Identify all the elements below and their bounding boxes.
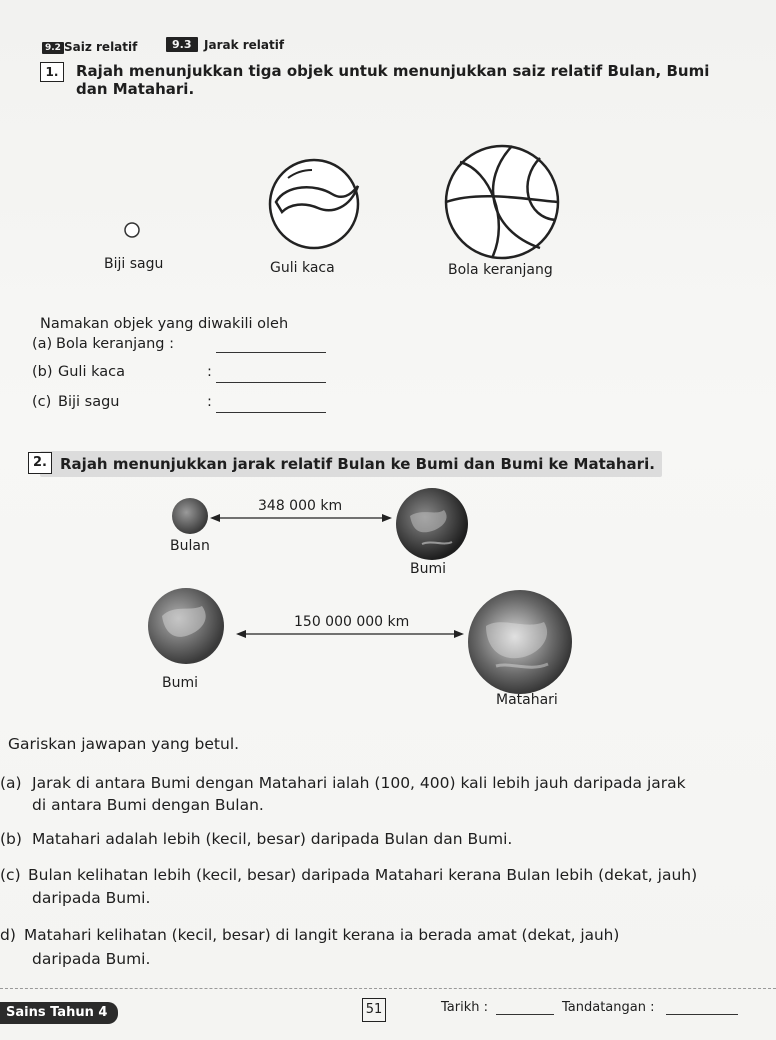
question-2b-line1[interactable]: Matahari adalah lebih (kecil, besar) daripada Bulan dan Bumi.: [32, 830, 513, 848]
question-2-number: 2.: [28, 452, 52, 474]
caption-biji-sagu: Biji sagu: [104, 256, 164, 272]
question-2c-line2: daripada Bumi.: [32, 889, 151, 907]
section-tag-9-3: 9.3: [166, 37, 198, 52]
question-1b-text: Guli kaca: [58, 364, 125, 380]
label-bumi-top: Bumi: [410, 561, 447, 577]
signature-label: Tandatangan :: [562, 1000, 655, 1015]
footer-divider: [0, 988, 776, 989]
label-bulan: Bulan: [170, 538, 210, 554]
question-1a-label: (a): [32, 336, 53, 352]
question-2a-line2: di antara Bumi dengan Bulan.: [32, 796, 264, 814]
label-matahari: Matahari: [496, 692, 558, 708]
question-1-intro-line2: dan Matahari.: [76, 80, 195, 98]
question-2-instruction: Gariskan jawapan yang betul.: [8, 735, 240, 753]
question-1a-text: Bola keranjang :: [56, 336, 174, 352]
distance-label-earth-sun: 150 000 000 km: [294, 614, 410, 630]
earth-sun-diagram: [146, 586, 586, 694]
answer-line-1c[interactable]: [216, 394, 326, 413]
section-tag-9-2: 9.2: [42, 42, 64, 54]
question-1c-label: (c): [32, 394, 52, 410]
question-1-prompt: Namakan objek yang diwakili oleh: [40, 316, 289, 332]
question-2c-label: (c): [0, 866, 21, 884]
question-2a-label: (a): [0, 774, 22, 792]
question-2c-line1[interactable]: Bulan kelihatan lebih (kecil, besar) daripada Matahari kerana Bulan lebih (dekat, jauh): [28, 866, 698, 884]
question-2d-line2: daripada Bumi.: [32, 950, 151, 968]
question-2a-line1[interactable]: Jarak di antara Bumi dengan Matahari ialah (100, 400) kali lebih jauh daripada jarak: [32, 774, 686, 792]
marble-icon: [270, 160, 358, 248]
question-1-number: 1.: [40, 62, 64, 82]
answer-line-1a[interactable]: [216, 336, 326, 353]
answer-line-1b[interactable]: [216, 364, 326, 383]
section-label-saiz-relatif: Saiz relatif: [64, 40, 138, 54]
sago-pearl-icon: [125, 223, 139, 237]
subject-badge: Sains Tahun 4: [0, 1002, 118, 1024]
question-1c-text: Biji sagu: [58, 394, 120, 410]
question-1-intro-line1: Rajah menunjukkan tiga objek untuk menunjukkan saiz relatif Bulan, Bumi: [76, 62, 710, 80]
caption-guli-kaca: Guli kaca: [270, 260, 335, 276]
question-2b-label: (b): [0, 830, 22, 848]
caption-bola-keranjang: Bola keranjang: [448, 262, 553, 278]
question-1b-colon: :: [207, 364, 212, 380]
date-label: Tarikh :: [441, 1000, 488, 1015]
question-2-title: Rajah menunjukkan jarak relatif Bulan ke Bumi dan Bumi ke Matahari.: [60, 455, 655, 473]
question-2d-line1[interactable]: Matahari kelihatan (kecil, besar) di langit kerana ia berada amat (dekat, jauh): [24, 926, 620, 944]
section-label-jarak-relatif: Jarak relatif: [204, 38, 285, 52]
question-1b-label: (b): [32, 364, 53, 380]
basketball-icon: [446, 146, 558, 258]
moon-icon: [172, 498, 208, 534]
signature-line[interactable]: [666, 1000, 738, 1015]
date-line[interactable]: [496, 1000, 554, 1015]
objects-illustration: [120, 140, 580, 260]
label-bumi-bottom: Bumi: [162, 675, 199, 691]
distance-label-moon-earth: 348 000 km: [258, 498, 343, 514]
question-1c-colon: :: [207, 394, 212, 410]
question-2d-label: d): [0, 926, 16, 944]
page-number: 51: [362, 998, 386, 1022]
